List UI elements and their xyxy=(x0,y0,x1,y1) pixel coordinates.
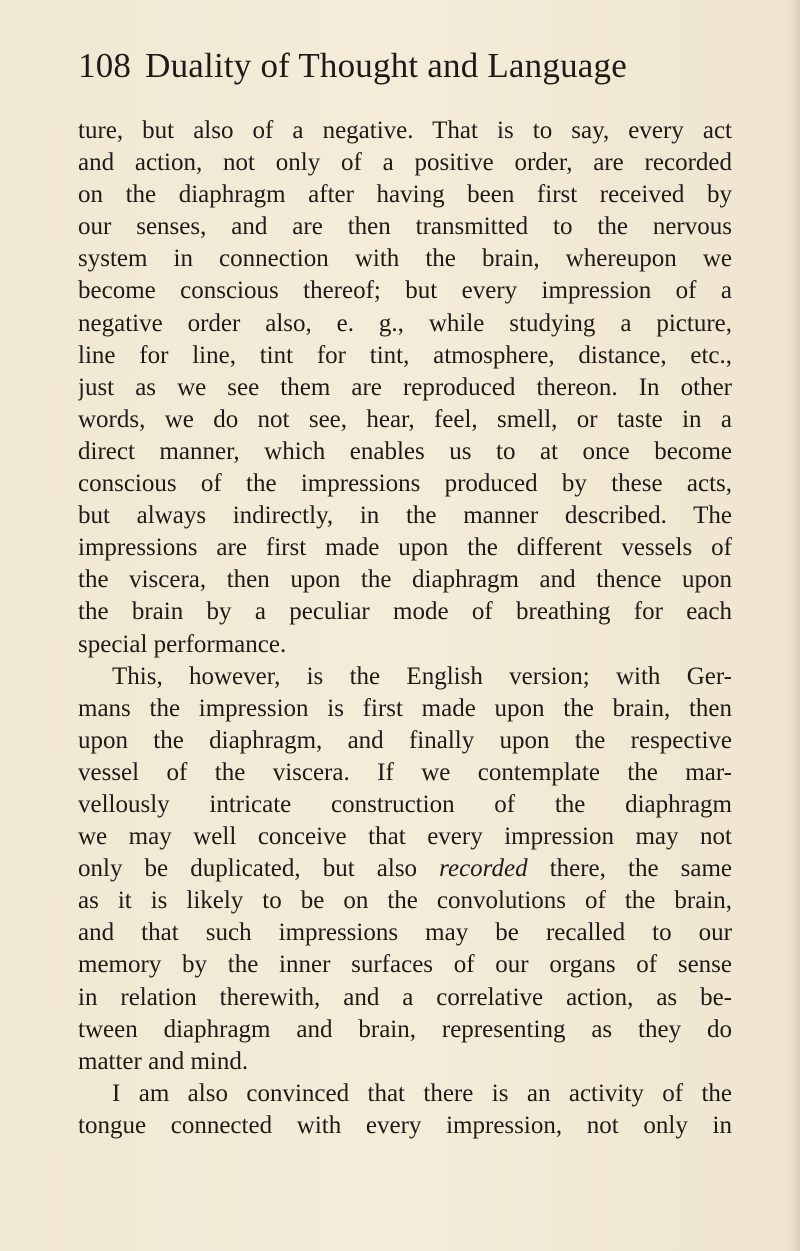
text-line: as it is likely to be on the convolutions of the brain, xyxy=(78,887,732,915)
page-number: 108 xyxy=(78,46,132,85)
text-line: line for line, tint for tint, atmosphere, distance, etc., xyxy=(78,341,732,369)
text-line: the viscera, then upon the diaphragm and thence upon xyxy=(78,566,732,594)
text-line: upon the diaphragm, and finally upon the respective xyxy=(78,726,732,754)
text-line: negative order also, e. g., while studying a picture, xyxy=(78,309,732,337)
paragraph-end-line: matter and mind. xyxy=(78,1047,249,1075)
italic-word: recorded xyxy=(439,855,528,883)
text-line: tween diaphragm and brain, representing as they do xyxy=(78,1015,732,1043)
paragraph-start-line: This, however, is the English version; with Ger- xyxy=(112,662,732,690)
text-line: memory by the inner surfaces of our organs of sense xyxy=(78,951,732,979)
text-line: tongue connected with every impression, not only in xyxy=(78,1111,732,1139)
text-line: ture, but also of a negative. That is to say, every act xyxy=(78,117,732,144)
text-line: vellously intricate construction of the diaphragm xyxy=(78,790,732,818)
text-line: vessel of the viscera. If we contemplate the mar- xyxy=(78,758,732,786)
text-line: and that such impressions may be recalled to our xyxy=(78,919,732,947)
text-line: on the diaphragm after having been first received by xyxy=(78,181,732,209)
running-title: Duality of Thought and Language xyxy=(145,46,627,85)
text-line: mans the impression is first made upon the brain, then xyxy=(78,694,732,722)
text-line: and action, not only of a positive order, are recorded xyxy=(78,149,732,177)
text-segment: there, the same xyxy=(549,855,732,883)
text-line: the brain by a peculiar mode of breathing for each xyxy=(78,598,732,626)
text-line: words, we do not see, hear, feel, smell, or taste in a xyxy=(78,405,732,433)
text-line: impressions are first made upon the different vessels of xyxy=(78,534,732,562)
text-line: just as we see them are reproduced thereon. In other xyxy=(78,373,732,401)
text-line: but always indirectly, in the manner described. The xyxy=(78,502,732,530)
text-line: conscious of the impressions produced by these acts, xyxy=(78,470,732,498)
text-line: become conscious thereof; but every impression of a xyxy=(78,277,732,305)
running-head xyxy=(78,42,738,90)
paragraph-start-line: I am also convinced that there is an activity of the xyxy=(112,1079,732,1107)
body-text xyxy=(78,115,732,1142)
text-line: we may well conceive that every impression may not xyxy=(78,823,732,851)
page-edge-shadow xyxy=(790,0,800,1251)
text-line: direct manner, which enables us to at once become xyxy=(78,437,732,465)
paragraph-end-line: special performance. xyxy=(78,630,287,658)
text-segment: only be duplicated, but also xyxy=(78,855,418,883)
text-line-with-italic xyxy=(78,853,732,885)
text-line: our senses, and are then transmitted to the nervous xyxy=(78,213,732,241)
text-line: system in connection with the brain, whereupon we xyxy=(78,245,732,273)
text-line: in relation therewith, and a correlative action, as be- xyxy=(78,983,732,1011)
